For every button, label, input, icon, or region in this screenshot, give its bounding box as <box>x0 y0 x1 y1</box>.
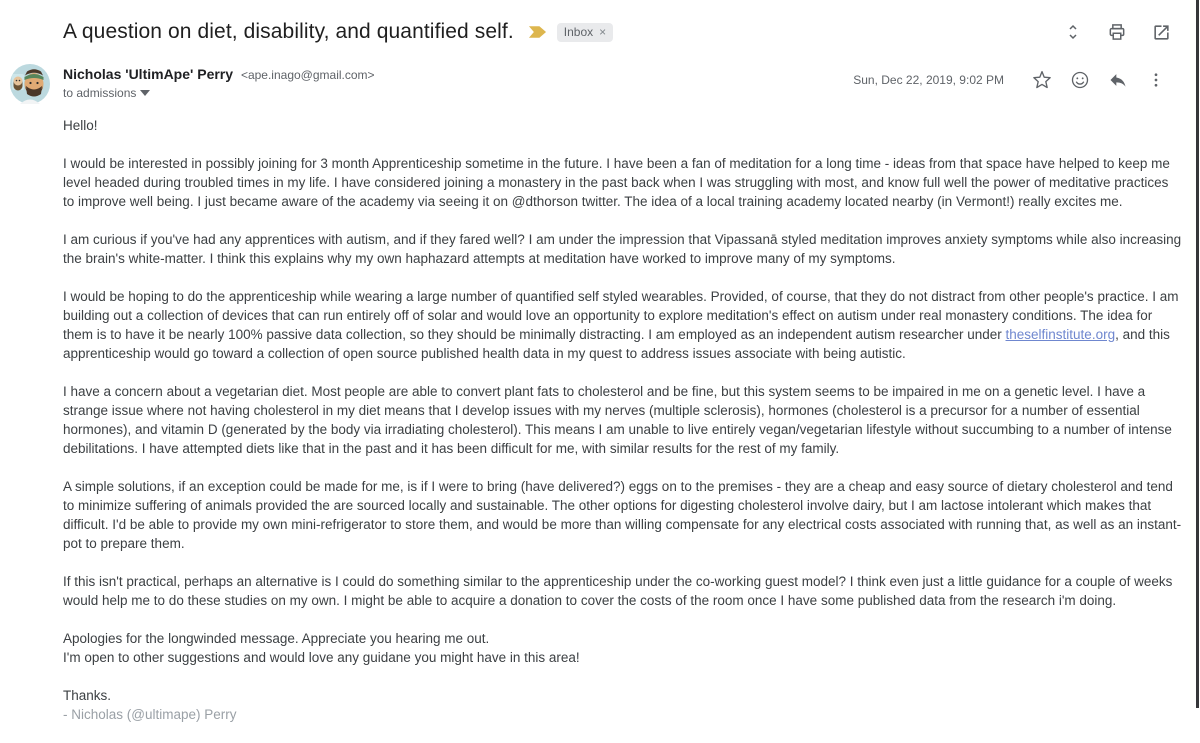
thread-toolbar <box>1059 18 1175 46</box>
inbox-label-chip[interactable] <box>557 23 613 42</box>
paragraph-2: I am curious if you've had any apprentices with autism, and if they fared well? I am under the impression that Vipassanā styled meditation improves anxiety symptoms while also increasing the brain's white-matter. I think this explains why my own haphazard attempts at meditation have worked to improve many of my symptoms. <box>63 232 1182 266</box>
avatar-image <box>10 64 50 104</box>
email-body <box>63 116 1183 743</box>
sender-block <box>63 64 375 104</box>
emoji-reaction-button[interactable] <box>1066 66 1094 94</box>
thanks-line: Thanks. <box>63 688 112 703</box>
signature-paragraph <box>63 686 1183 724</box>
sender-name: Nicholas 'UltimApe' Perry <box>63 66 234 82</box>
greeting: Hello! <box>63 118 98 133</box>
paragraph-6: If this isn't practical, perhaps an alternative is I could do something similar to the apprenticeship under the co-working guest model? I think even just a little guidance for a couple of weeks would help me to do these studies on my own. I might be able to acquire a donation to cover the costs of the room once I have some published data from the research i'm doing. <box>63 574 1173 608</box>
important-marker-icon <box>528 25 547 39</box>
collapse-expand-button[interactable] <box>1059 18 1087 46</box>
print-button[interactable] <box>1103 18 1131 46</box>
star-icon <box>1032 70 1052 90</box>
message-header <box>10 64 1184 104</box>
scrollbar[interactable] <box>1196 0 1199 708</box>
remove-label-icon[interactable]: × <box>599 25 607 39</box>
chevron-down-icon <box>140 90 150 96</box>
closing-line-2: I'm open to other suggestions and would love any guidane you might have in this area! <box>63 650 580 665</box>
reply-icon <box>1108 70 1128 90</box>
email-subject: A question on diet, disability, and quantified self. <box>63 20 514 43</box>
reply-button[interactable] <box>1104 66 1132 94</box>
star-button[interactable] <box>1028 66 1056 94</box>
recipient-text: to admissions <box>63 86 137 100</box>
open-in-new-icon <box>1152 23 1171 42</box>
print-icon <box>1107 22 1127 42</box>
signature-line: - Nicholas (@ultimape) Perry <box>63 707 237 722</box>
open-in-new-button[interactable] <box>1147 18 1175 46</box>
message-date: Sun, Dec 22, 2019, 9:02 PM <box>853 73 1004 87</box>
sender-email: <ape.inago@gmail.com> <box>240 68 375 82</box>
more-vert-icon <box>1147 71 1165 89</box>
emoji-reaction-icon <box>1070 70 1090 90</box>
more-options-button[interactable] <box>1142 66 1170 94</box>
paragraph-1: I would be interested in possibly joining for 3 month Apprenticeship sometime in the future. I have been a fan of meditation for a long time - ideas from that space have helped to keep me level headed during troubled times in my life. I have considered joining a monastery in the past back when I was struggling with most, and know full well the power of meditative practices to improve well being. I just became aware of the academy via seeing it on @dthorson twitter. The idea of a local training academy located nearby (in Vermont!) really excites me. <box>63 156 1170 209</box>
collapse-expand-icon <box>1064 22 1082 42</box>
avatar[interactable] <box>10 64 50 104</box>
selfinstitute-link[interactable]: theselfinstitute.org <box>1005 327 1116 342</box>
closing-line-1: Apologies for the longwinded message. Appreciate you hearing me out. <box>63 631 490 646</box>
message-actions <box>853 66 1170 94</box>
paragraph-3 <box>63 287 1183 363</box>
closing-paragraph <box>63 629 1183 667</box>
recipient-details-toggle[interactable] <box>63 86 150 100</box>
inbox-label-text: Inbox <box>563 25 594 39</box>
paragraph-4: I have a concern about a vegetarian diet. Most people are able to convert plant fats to cholesterol and be fine, but this system seems to be impaired in me on a genetic level. I have a strange issue where not having cholesterol in my diet means that I develop issues with my nerves (multiple sclerosis), hormones (cholesterol is a precursor for a number of essential hormones), and vitamin D (generated by the body via irradiating cholesterol). This means I am unable to live entirely vegan/vegetarian lifestyle without succumbing to a number of intense debilitations. I have attempted diets like that in the past and it has been difficult for me, with similar results for the rest of my family. <box>63 384 1172 456</box>
subject-row <box>63 20 1130 44</box>
paragraph-5: A simple solutions, if an exception could be made for me, is if I were to bring (have delivered?) eggs on to the premises - they are a cheap and easy source of dietary cholesterol and tend to minimize suffering of animals provided the are sourced locally and sustainable. The other options for digesting cholesterol involve dairy, but I am lactose intolerant which makes that difficult. I'd be able to provide my own mini-refrigerator to store them, and would be more than willing compensate for any electrical costs associated with running that, as well as an instant-pot to prepare them. <box>63 479 1182 551</box>
paragraph-3-text: I would be hoping to do the apprenticeship while wearing a large number of quantified self styled wearables. Provided, of course, that they do not distract from other people's practice. I am building out a collection of devices that can run entirely off of solar and would love an opportunity to explore meditation's effect on autism under real monastery conditions. The idea for them is to have it be nearly 100% passive data collection, so they should be minimally distracting. I am employed as an independent autism researcher under <box>63 289 1179 342</box>
paragraph-3-text-after: , and this apprenticeship would go toward a collection of open source published health data in my quest to address issues associate with being autistic. <box>63 327 1170 361</box>
